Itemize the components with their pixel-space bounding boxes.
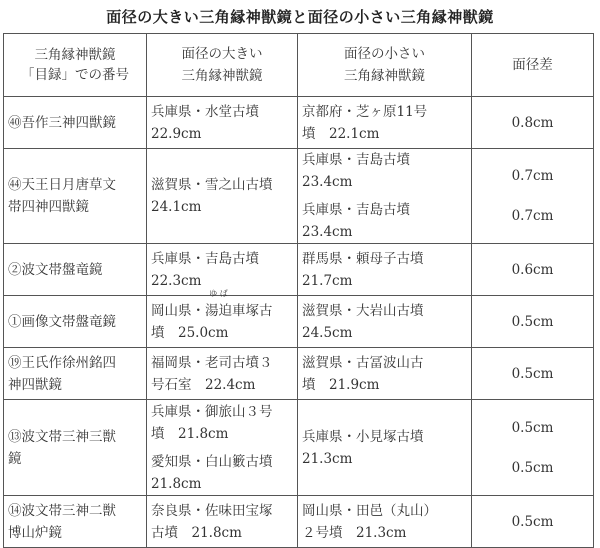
diameter-difference-cell <box>472 149 594 244</box>
table-header-row <box>4 34 594 97</box>
site-entry-line: 兵庫県・水堂古墳 <box>151 103 259 120</box>
site-entry-line: 21.3cm <box>302 450 353 467</box>
site-entry-line: 23.4cm <box>302 224 353 240</box>
table-row <box>4 296 594 348</box>
mirror-name-line: 帯四神四獣鏡 <box>8 199 89 215</box>
diameter-difference-cell <box>472 296 594 348</box>
mirror-name-line: ①画像文帯盤竜鏡 <box>8 313 116 330</box>
large-mirror-site-cell <box>147 97 298 149</box>
site-entry-line: 兵庫県・吉島古墳 <box>302 152 410 168</box>
site-entry-line: 滋賀県・雪之山古墳 <box>151 177 273 193</box>
header-catalog-number-label: 「目録」での番号 <box>21 67 129 83</box>
mirror-name-line: 博山炉鏡 <box>8 524 62 541</box>
site-entry-line: 墳 25.0cm <box>151 324 229 341</box>
site-entry <box>151 352 293 396</box>
mirror-name-cell <box>4 97 147 149</box>
table-row <box>4 97 594 149</box>
site-entry-line: 兵庫県・御旅山３号 <box>151 403 273 420</box>
site-entry-line: 奈良県・佐味田宝塚 <box>151 502 273 519</box>
diameter-difference-cell <box>472 348 594 400</box>
small-mirror-site-cell <box>298 400 472 496</box>
site-entry-line: 岡山県・田邑（丸山） <box>302 502 437 519</box>
diameter-difference-value: 0.6cm <box>511 261 554 278</box>
site-entry-line: 滋賀県・大岩山古墳 <box>302 302 424 319</box>
site-entry-line: 21.8cm <box>151 475 202 492</box>
site-entry-line: 岡山県・湯迫 ゆ ば 車塚古 <box>151 300 293 322</box>
site-entry-line: 24.1cm <box>151 199 202 215</box>
header-large-line-1: 面径の大きい <box>181 46 263 62</box>
diameter-difference-value: 0.8cm <box>511 114 554 131</box>
table-row <box>4 149 594 244</box>
large-mirror-site-cell <box>147 149 298 244</box>
site-entry <box>302 248 467 292</box>
mirror-name-line: ⑭波文帯三神二獣 <box>8 502 116 519</box>
small-mirror-site-cell <box>298 97 472 149</box>
header-small-line-1: 面径の小さい <box>344 46 425 62</box>
small-mirror-site-cell <box>298 296 472 348</box>
site-entry <box>302 300 467 344</box>
site-entry <box>151 451 293 495</box>
site-entry <box>151 500 293 544</box>
diameter-difference-value: 0.5cm <box>511 365 554 382</box>
diameter-difference-value: 0.5cm <box>511 459 554 476</box>
site-entry-line: 墳 21.9cm <box>302 376 380 393</box>
site-entry <box>302 426 467 470</box>
header-mirror-name-label: 三角縁神獣鏡 <box>34 47 116 63</box>
header-small-line-2: 三角縁神獣鏡 <box>344 68 425 84</box>
site-entry-line: 古墳 21.8cm <box>151 524 242 541</box>
small-mirror-site-cell <box>298 348 472 400</box>
mirror-name-cell <box>4 244 147 296</box>
mirror-name-line: 神四獣鏡 <box>8 376 62 393</box>
mirror-name-line: ㊵吾作三神四獣鏡 <box>8 114 116 131</box>
mirror-name-line: 鏡 <box>8 450 22 467</box>
site-entry <box>151 288 293 344</box>
site-entry-line: 兵庫県・吉島古墳 <box>151 250 259 267</box>
site-entry-line: 墳 21.8cm <box>151 425 229 442</box>
mirror-name-line: ②波文帯盤竜鏡 <box>8 261 103 278</box>
large-mirror-site-cell <box>147 400 298 496</box>
mirror-name-cell <box>4 149 147 244</box>
mirror-name-line: ⑬波文帯三神三獣 <box>8 428 116 445</box>
site-entry-line: ２号墳 21.3cm <box>302 524 407 541</box>
diameter-difference-value: 0.5cm <box>511 419 554 436</box>
diameter-difference-cell <box>472 496 594 548</box>
table-row <box>4 244 594 296</box>
diameter-difference-value: 0.5cm <box>511 313 554 330</box>
mirror-name-cell <box>4 296 147 348</box>
ruby-annotation: ゆ ば <box>209 288 228 298</box>
diameter-difference-cell <box>472 97 594 149</box>
header-large-diameter <box>147 34 298 97</box>
header-diameter-difference: 面径差 <box>472 34 594 97</box>
small-mirror-site-cell <box>298 244 472 296</box>
site-entry-line: 23.4cm <box>302 174 353 190</box>
mirror-name-cell <box>4 400 147 496</box>
site-entry-line: 滋賀県・古冨波山古 <box>302 354 424 371</box>
mirror-name-cell <box>4 348 147 400</box>
site-entry-line: 兵庫県・小見塚古墳 <box>302 428 424 445</box>
site-entry <box>302 352 467 396</box>
site-entry-line: 福岡県・老司古墳３ <box>151 354 273 371</box>
large-mirror-site-cell <box>147 348 298 400</box>
mirror-name-line: ⑲王氏作徐州銘四 <box>8 354 116 371</box>
header-large-line-2: 三角縁神獣鏡 <box>181 68 263 84</box>
mirror-name-line: ㊹天王日月唐草文 <box>8 177 116 193</box>
diameter-difference-value: 0.5cm <box>511 513 554 530</box>
large-mirror-site-cell <box>147 288 298 348</box>
site-entry-line: 墳 22.1cm <box>302 125 380 142</box>
site-entry <box>151 101 293 145</box>
small-mirror-site-cell <box>298 496 472 548</box>
site-entry <box>151 174 293 218</box>
site-entry-line: 愛知県・白山籔古墳 <box>151 453 273 470</box>
site-entry-line: 京都府・芝ヶ原11号 <box>302 103 428 120</box>
site-entry-line: 21.7cm <box>302 272 353 289</box>
site-entry <box>302 149 467 193</box>
small-mirror-site-cell <box>298 149 472 244</box>
site-entry-line: 22.9cm <box>151 125 202 142</box>
site-entry-line: 群馬県・頼母子古墳 <box>302 250 424 267</box>
site-entry <box>302 101 467 145</box>
diameter-difference-value: 0.7cm <box>511 168 554 184</box>
site-entry <box>302 500 467 544</box>
site-entry <box>302 199 467 243</box>
table-row <box>4 400 594 496</box>
table-row <box>4 496 594 548</box>
table-row <box>4 348 594 400</box>
header-mirror-name <box>4 34 147 97</box>
site-entry <box>151 248 293 292</box>
diameter-difference-value: 0.7cm <box>511 208 554 224</box>
site-entry-line: 24.5cm <box>302 324 353 341</box>
page-title: 面径の大きい三角縁神獣鏡と面径の小さい三角縁神獣鏡 <box>106 8 494 26</box>
large-mirror-site-cell <box>147 496 298 548</box>
site-entry <box>151 401 293 445</box>
site-entry-line: 22.3cm <box>151 272 202 289</box>
diameter-difference-cell <box>472 244 594 296</box>
site-entry-line: 兵庫県・吉島古墳 <box>302 202 410 218</box>
mirror-name-cell <box>4 496 147 548</box>
site-entry-line: 号石室 22.4cm <box>151 376 256 393</box>
mirror-comparison-table <box>3 33 594 548</box>
diameter-difference-cell <box>472 400 594 496</box>
ruby-base: 湯迫 ゆ ば <box>205 288 232 319</box>
header-small-diameter <box>298 34 472 97</box>
